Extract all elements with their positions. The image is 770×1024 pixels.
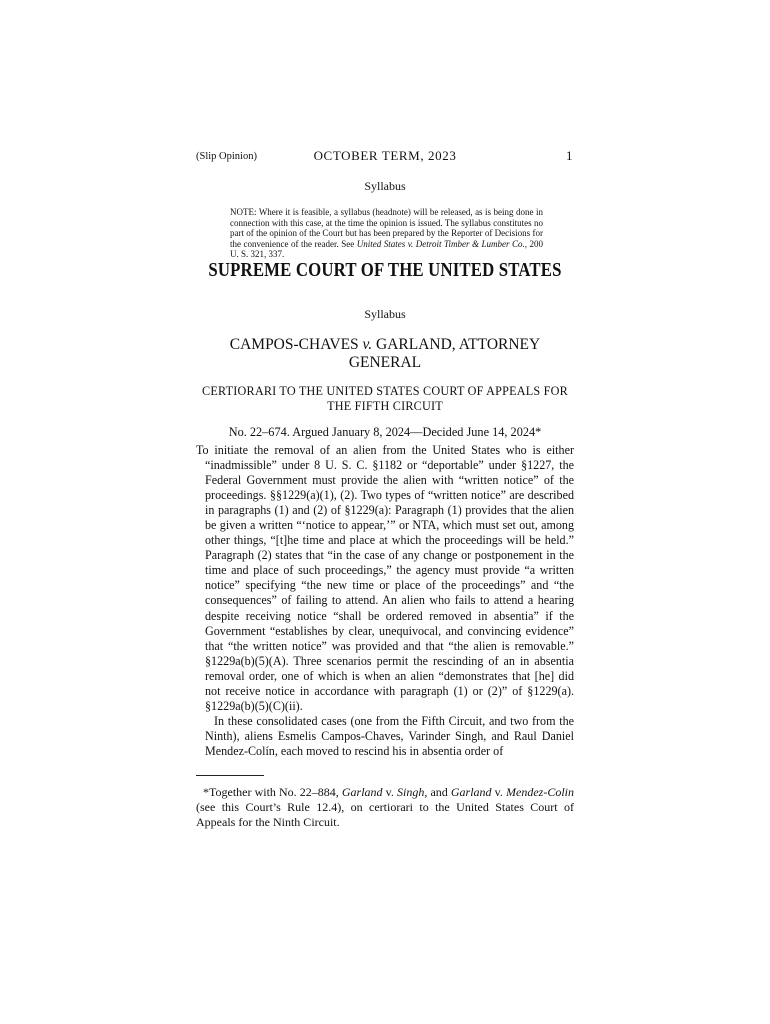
paragraph: In these consolidated cases (one from the Fifth Circuit, and two from the Ninth), aliens Esmelis Campos-Chaves, Varinder Singh, and Raul Daniel Mendez-Colín, each moved to rescind his in absentia order of [205, 713, 574, 758]
certiorari-line: CERTIORARI TO THE UNITED STATES COURT OF APPEALS FOR THE FIFTH CIRCUIT [202, 384, 568, 413]
syllabus-body [196, 443, 574, 759]
footnote-case-name: Mendez-Colin [506, 785, 574, 799]
footnote-case-name: Garland [450, 785, 492, 799]
note-text: NOTE: Where it is feasible, a syllabus (headnote) will be released, as is being done in connection with this case, at the time the opinion is issued. The syllabus constitutes no part of the opinion of the Court but has been prepared by the Reporter of Decisions for the convenience of the reader. See [230, 207, 543, 249]
docket-line: No. 22–674. Argued January 8, 2024—Decided June 14, 2024* [228, 425, 542, 439]
court-name: SUPREME COURT OF THE UNITED STATES [208, 260, 562, 281]
footnote [196, 785, 574, 831]
caption-petitioner: CAMPOS-CHAVES [229, 336, 363, 353]
case-caption [220, 336, 550, 372]
caption-respondent: GARLAND, ATTORNEY GENERAL [348, 336, 541, 371]
term-header: OCTOBER TERM, 2023 [313, 148, 457, 163]
footnote-case-name: Singh [397, 785, 425, 799]
footnote-divider [196, 775, 264, 776]
slip-opinion-label: (Slip Opinion) [196, 151, 257, 162]
footnote-case-name: Garland [341, 785, 383, 799]
footnote-text: (see this Court’s Rule 12.4), on certiorari to the United States Court of Appeals for the Ninth Circuit. [196, 800, 574, 830]
syllabus-heading-top: Syllabus [364, 179, 406, 193]
paragraph: To initiate the removal of an alien from the United States who is either “inadmissible” under 8 U. S. C. §1182 or “deportable” under §1227, the Federal Government must provide the alien with “written notice” of the proceedings. §§1229(a)(1), (2). Two types of “written notice” are described in paragraphs (1) and (2) of §1229(a): Paragraph (1) provides that the alien be given a written “‘notice to appear,’” or NTA, which must set out, among other things, “[t]he time and place at which the proceedings will be held.” Paragraph (2) states that “in the case of any change or postponement in the time and place of such proceedings,” the agency must provide “a written notice” specifying “the new time or place of the proceedings” and “the consequences” of failing to attend. An alien who fails to attend a hearing despite receiving notice “shall be ordered removed in absentia” if the Government “establishes by clear, unequivocal, and convincing evidence” that “the written notice” was provided and that “the alien is removable.” §1229a(b)(5)(A). Three scenarios permit the rescinding of an in absentia removal order, one of which is when an alien “demonstrates that [he] did not receive notice in accordance with paragraph (1) or (2)” of §1229(a). §1229a(b)(5)(C)(ii). [196, 443, 574, 713]
note-citation-rest: , 200 U. S. 321, 337. [230, 238, 544, 260]
syllabus-heading: Syllabus [364, 307, 406, 321]
page-number: 1 [566, 148, 573, 163]
footnote-text: v. [491, 785, 506, 799]
footnote-text: , and [424, 785, 451, 799]
footnote-text: v. [382, 785, 397, 799]
footnote-text: *Together with No. 22–884, [203, 785, 342, 799]
note-citation-case: United States v. Detroit Timber & Lumber Co. [356, 238, 525, 249]
reporter-note [230, 207, 543, 260]
caption-versus: v. [362, 336, 373, 353]
